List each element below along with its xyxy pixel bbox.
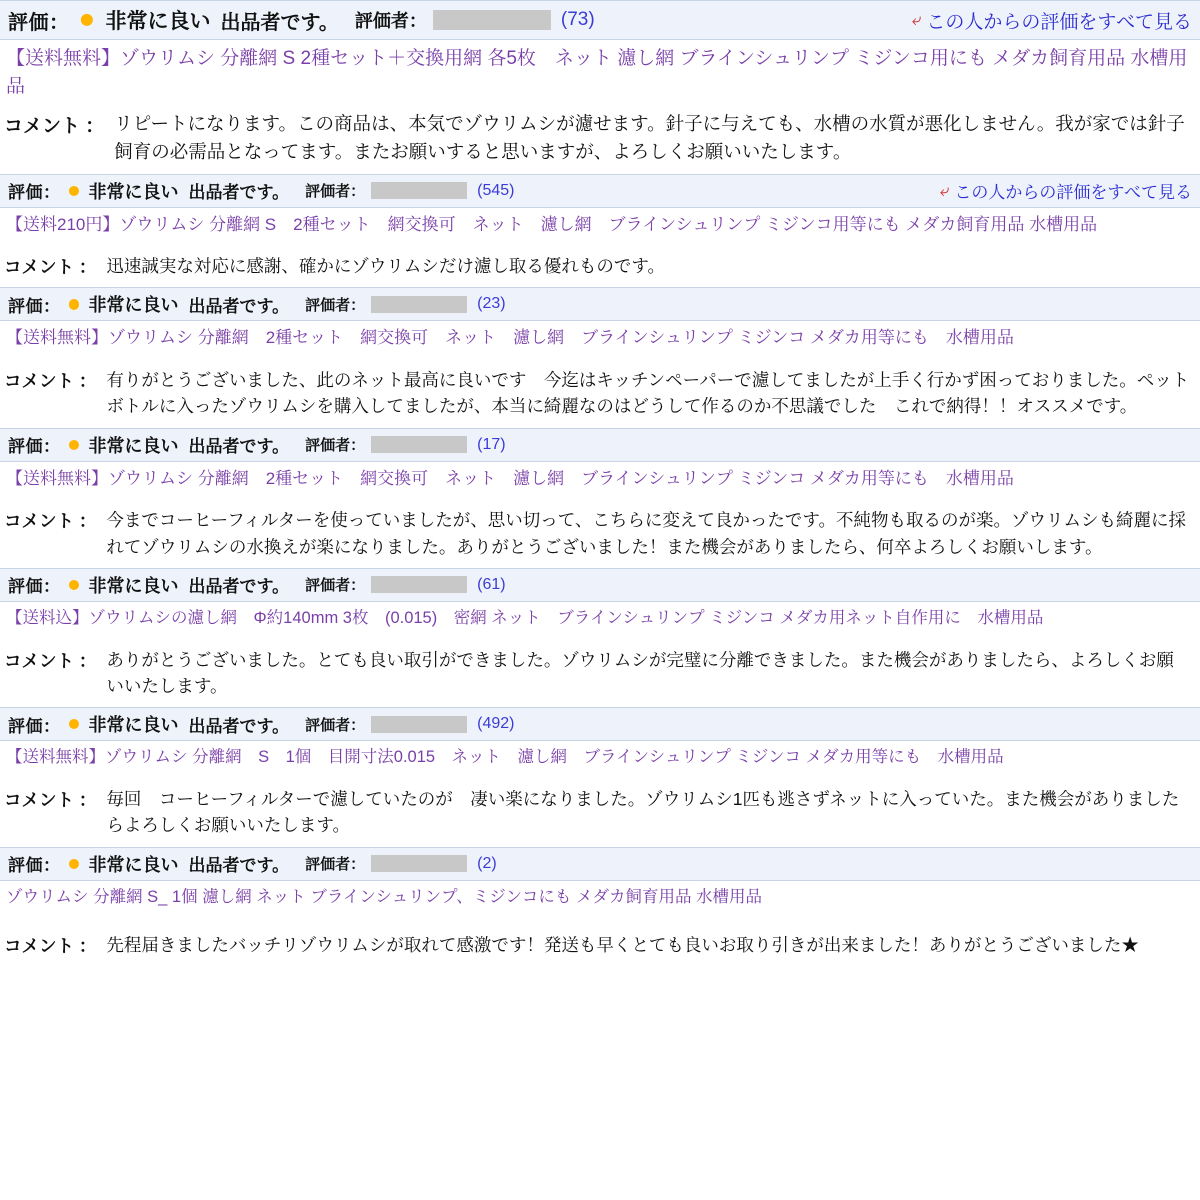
curved-arrow-icon: ⤷ xyxy=(939,180,950,200)
evaluator-count[interactable]: (492) xyxy=(477,715,515,733)
rating-value: 非常に良い xyxy=(88,854,179,875)
item-title-link[interactable]: 【送料無料】ゾウリムシ 分離網 S 2種セット＋交換用網 各5枚 ネット 濾し網 ブラインシュリンプ ミジンコ用にも メダカ飼育用品 水槽用品 xyxy=(6,48,1188,97)
evaluator-label: 評価者： xyxy=(354,11,427,31)
comment-label: コメント ： xyxy=(4,935,97,956)
sun-icon xyxy=(65,182,83,200)
evaluator-name-redacted xyxy=(371,436,467,453)
rating-label: 評価： xyxy=(8,183,61,203)
comment-label: コメント ： xyxy=(4,116,105,138)
item-title-link[interactable]: 【送料210円】ゾウリムシ 分離網 S 2種セット 網交換可 ネット 濾し網 ブラインシュリンプ ミジンコ用等にも メダカ飼育用品 水槽用品 xyxy=(6,214,1098,234)
comment-row xyxy=(0,782,1200,847)
rating-bar xyxy=(0,568,1200,602)
rating-value: 非常に良い xyxy=(105,10,211,33)
comment-text: 毎回 コーヒーフィルターで濾していたのが 凄い楽になりました。ゾウリムシ1匹も逃さずネットに入っていた。また機会がありましたらよろしくお願いいたします。 xyxy=(106,789,1180,836)
evaluator-name-redacted xyxy=(371,855,467,872)
evaluator-label: 評価者： xyxy=(305,183,366,201)
item-title-link[interactable]: 【送料無料】ゾウリムシ 分離網 2種セット 網交換可 ネット 濾し網 ブラインシュリンプ ミジンコ メダカ用等にも 水槽用品 xyxy=(6,328,1014,348)
item-title-link[interactable]: 【送料無料】ゾウリムシ 分離網 S 1個 目開寸法0.015 ネット 濾し網 ブラインシュリンプ ミジンコ メダカ用等にも 水槽用品 xyxy=(6,748,1004,767)
rating-label: 評価： xyxy=(8,11,70,34)
comment-row xyxy=(0,643,1200,708)
rating-label: 評価： xyxy=(8,716,61,736)
comment-text: 迅速誠実な対応に感謝、確かにゾウリムシだけ濾し取る優れものです。 xyxy=(106,256,665,277)
see-all-label: この人からの評価をすべて見る xyxy=(954,183,1192,203)
comment-row xyxy=(0,503,1200,568)
see-all-link[interactable] xyxy=(940,178,1192,203)
sun-icon xyxy=(65,295,83,313)
evaluator-name-redacted xyxy=(371,576,467,593)
rating-value: 非常に良い xyxy=(88,435,179,456)
comment-row xyxy=(0,363,1200,428)
rating-value: 非常に良い xyxy=(88,575,179,596)
sun-icon xyxy=(65,436,83,454)
evaluator-name-redacted xyxy=(371,182,467,199)
comment-label: コメント ： xyxy=(4,371,97,392)
see-all-link[interactable] xyxy=(912,7,1192,34)
review-item xyxy=(0,568,1200,707)
evaluator-count[interactable]: (61) xyxy=(477,575,506,593)
comment-row xyxy=(0,106,1200,174)
comment-text: ありがとうございました。とても良い取引ができました。ゾウリムシが完璧に分離できました。また機会がありましたら、よろしくお願いいたします。 xyxy=(106,649,1174,696)
sun-icon xyxy=(76,9,98,31)
rating-bar xyxy=(0,847,1200,881)
rating-label: 評価： xyxy=(8,437,61,457)
review-item xyxy=(0,707,1200,846)
review-item xyxy=(0,428,1200,568)
rating-bar xyxy=(0,0,1200,40)
evaluator-name-redacted xyxy=(371,296,467,313)
sun-icon xyxy=(65,715,83,733)
sun-icon xyxy=(65,855,83,873)
rating-bar xyxy=(0,174,1200,208)
see-all-label: この人からの評価をすべて見る xyxy=(926,11,1192,33)
curved-arrow-icon: ⤷ xyxy=(911,10,922,29)
rating-label: 評価： xyxy=(8,296,61,316)
comment-text: リピートになります。この商品は、本気でゾウリムシが濾せます。針子に与えても、水槽の水質が悪化しません。我が家では針子飼育の必需品となってます。またお願いすると思いますが、よろしくお願いいたします。 xyxy=(114,113,1185,162)
seller-label: 出品者です。 xyxy=(188,577,290,597)
seller-label: 出品者です。 xyxy=(188,856,290,876)
comment-label: コメント ： xyxy=(4,257,97,278)
seller-label: 出品者です。 xyxy=(188,183,290,203)
evaluator-count[interactable]: (17) xyxy=(477,435,506,453)
rating-value: 非常に良い xyxy=(88,181,179,202)
evaluator-label: 評価者： xyxy=(305,856,366,874)
rating-value: 非常に良い xyxy=(88,295,179,316)
spacer xyxy=(0,916,1200,928)
evaluator-name-redacted xyxy=(433,10,551,30)
seller-label: 出品者です。 xyxy=(188,437,290,457)
evaluator-count[interactable]: (73) xyxy=(560,9,595,30)
review-item xyxy=(0,174,1200,288)
item-title-link[interactable]: 【送料込】ゾウリムシの濾し網 Φ約140mm 3枚 (0.015) 密網 ネット ブラインシュリンプ ミジンコ メダカ用ネット自作用に 水槽用品 xyxy=(6,608,1044,627)
rating-label: 評価： xyxy=(8,577,61,597)
rating-value: 非常に良い xyxy=(88,715,179,736)
evaluator-label: 評価者： xyxy=(305,437,366,455)
sun-icon xyxy=(65,576,83,594)
review-item xyxy=(0,0,1200,174)
seller-label: 出品者です。 xyxy=(188,296,290,316)
review-item xyxy=(0,287,1200,427)
rating-label: 評価： xyxy=(8,856,61,876)
evaluator-label: 評価者： xyxy=(305,716,366,734)
comment-text: 先程届きましたバッチリゾウリムシが取れて感激です！発送も早くとても良いお取り引きが出来ました！ありがとうございました★ xyxy=(106,934,1139,955)
comment-text: 今までコーヒーフィルターを使っていましたが、思い切って、こちらに変えて良かったです。不純物も取るのが楽。ゾウリムシも綺麗に採れてゾウリムシの水換えが楽になりました。ありがとうございました！また機会がありましたら、何卒よろしくお願いします。 xyxy=(106,510,1186,557)
comment-text: 有りがとうございました、此のネット最高に良いです 今迄はキッチンペーパーで濾してましたが上手く行かず困っておりました。ペットボトルに入ったゾウリムシを購入してましたが、本当に綺麗なのはどうして作るのか不思議でした これで納得！！オススメです。 xyxy=(106,370,1190,417)
evaluator-count[interactable]: (23) xyxy=(477,295,506,313)
seller-label: 出品者です。 xyxy=(188,716,290,736)
comment-label: コメント ： xyxy=(4,790,97,811)
rating-bar xyxy=(0,428,1200,462)
evaluator-name-redacted xyxy=(371,716,467,733)
review-item xyxy=(0,847,1200,966)
comment-label: コメント ： xyxy=(4,511,97,532)
evaluator-count[interactable]: (2) xyxy=(477,854,497,872)
comment-label: コメント ： xyxy=(4,650,97,671)
comment-row xyxy=(0,928,1200,966)
rating-bar xyxy=(0,287,1200,321)
item-title-link[interactable]: ゾウリムシ 分離網 S_ 1個 濾し網 ネット ブラインシュリンプ、ミジンコにも メダカ飼育用品 水槽用品 xyxy=(6,887,763,906)
evaluator-label: 評価者： xyxy=(305,577,366,595)
evaluator-count[interactable]: (545) xyxy=(477,181,515,199)
item-title-link[interactable]: 【送料無料】ゾウリムシ 分離網 2種セット 網交換可 ネット 濾し網 ブラインシュリンプ ミジンコ メダカ用等にも 水槽用品 xyxy=(6,468,1014,488)
seller-label: 出品者です。 xyxy=(220,11,339,34)
comment-row xyxy=(0,249,1200,287)
rating-bar xyxy=(0,707,1200,741)
evaluator-label: 評価者： xyxy=(305,296,366,314)
